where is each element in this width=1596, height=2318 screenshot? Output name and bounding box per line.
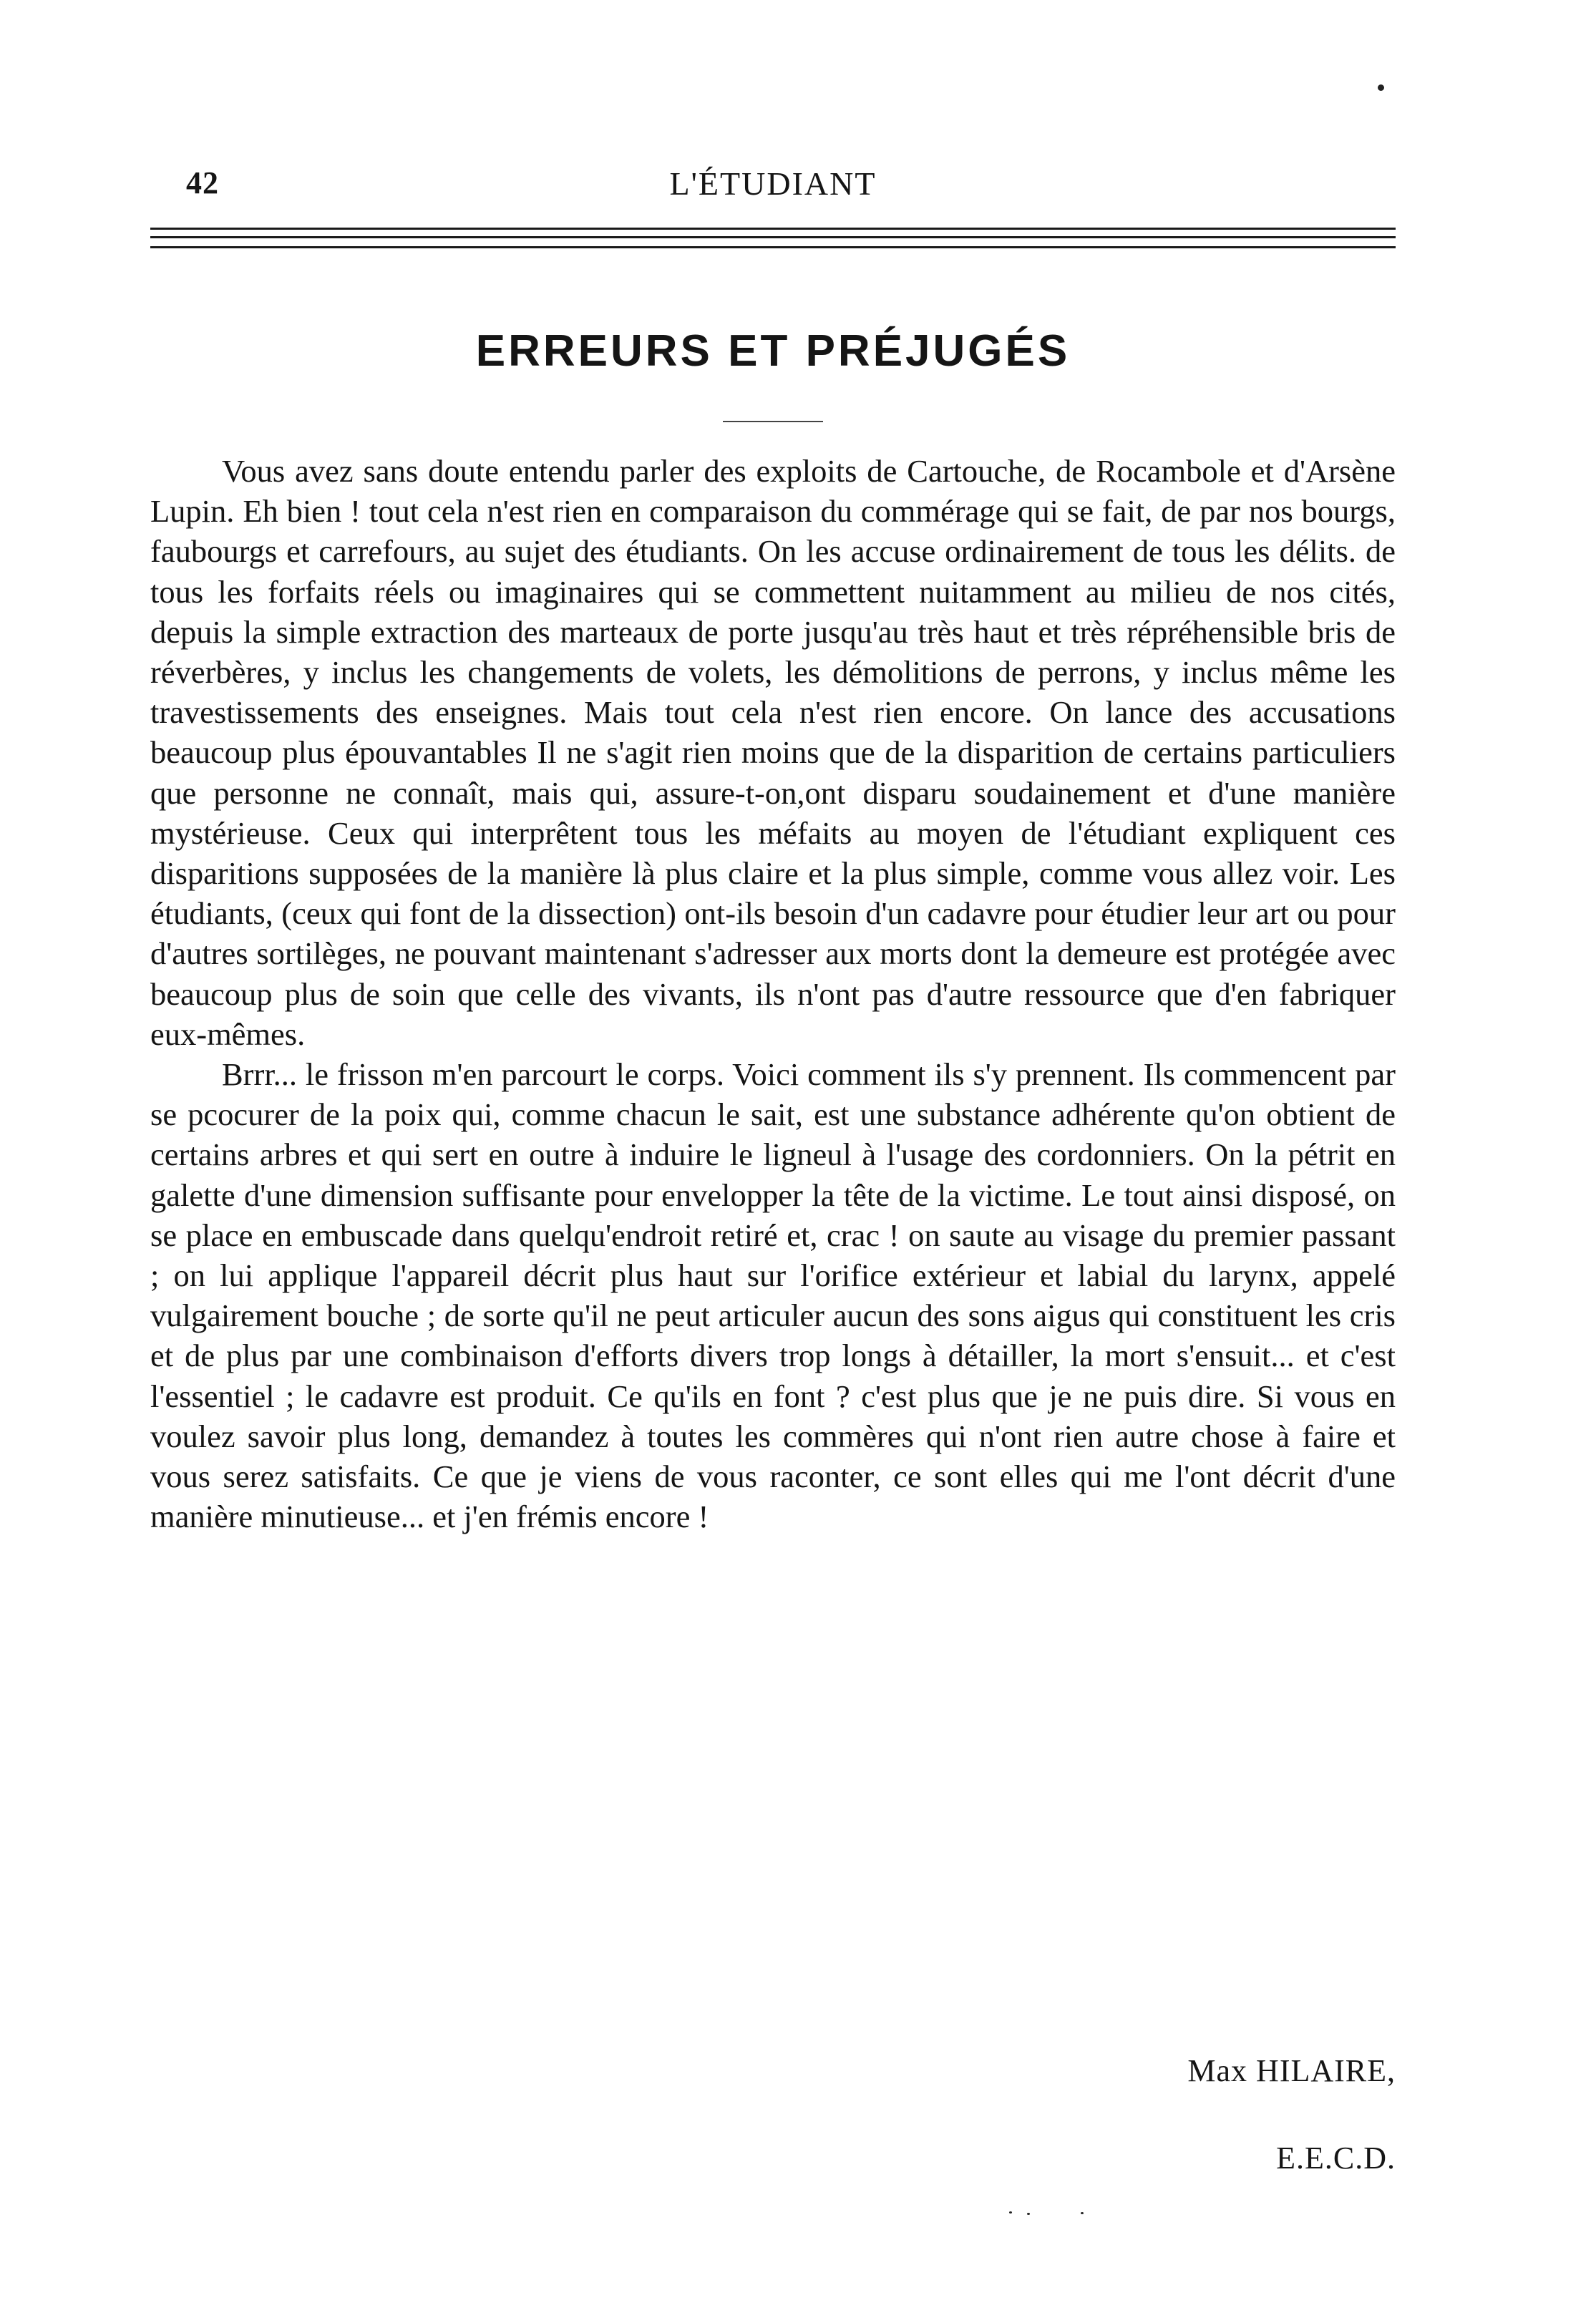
page-number: 42: [186, 165, 219, 200]
journal-title: L'ÉTUDIANT: [669, 165, 877, 202]
title-ornament-dash: [723, 421, 823, 422]
page-speck: [1378, 84, 1384, 91]
author-affiliation: E.E.C.D.: [1276, 2141, 1396, 2176]
author-signature: Max HILAIRE,: [1187, 2053, 1396, 2088]
page-speck: [1081, 2212, 1084, 2214]
article-paragraph: Vous avez sans doute entendu parler des exploits de Cartouche, de Rocambole et d'Arsène Lupin. Eh bien ! tout cela n'est rien en comparaison du commérage qui se fait, de par nos bourgs, faubourgs et carrefours, au sujet des étudiants. On les accuse ordinairement de tous les délits. de tous les forfaits réels ou imaginaires qui se commettent nuitamment au milieu de nos cités, depuis la simple extraction des marteaux de porte jusqu'au très haut et très répréhensible bris de réverbères, y inclus les changements de volets, les démolitions de perrons, y inclus même les travestissements des enseignes. Mais tout cela n'est rien encore. On lance des accusations beaucoup plus épouvantables Il ne s'agit rien moins que de la disparition de certains particuliers que personne ne connaît, mais qui, assure-t-on,ont disparu soudainement et d'une manière mystérieuse. Ceux qui interprêtent tous les méfaits au moyen de l'étudiant expliquent ces disparitions supposées de la manière là plus claire et la plus simple, comme vous allez voir. Les étudiants, (ceux qui font de la dissection) ont-ils besoin d'un cadavre pour étudier leur art ou pour d'autres sortilèges, ne pouvant maintenant s'adresser aux morts dont la demeure est protégée avec beaucoup plus de soin que celle des vivants, ils n'ont pas d'autre ressource que d'en fabriquer eux-mêmes.: [150, 453, 1396, 1052]
running-header: [150, 165, 1396, 215]
article-title: ERREURS ET PRÉJUGÉS: [475, 326, 1071, 376]
header-rule: [150, 246, 1396, 248]
header-rule: [150, 228, 1396, 230]
article-body: [150, 451, 1396, 1537]
header-rule: [150, 236, 1396, 238]
article-paragraph: Brrr... le frisson m'en parcourt le corps. Voici comment ils s'y prennent. Ils commencent par se pcocurer de la poix qui, comme chacun le sait, est une substance adhérente qu'on obtient de certains arbres et qui sert en outre à induire le ligneul à l'usage des cordonniers. On la pétrit en galette d'une dimension suffisante pour envelopper la tête de la victime. Le tout ainsi disposé, on se place en embuscade dans quelqu'endroit retiré et, crac ! on saute au visage du premier passant ; on lui applique l'appareil décrit plus haut sur l'orifice extérieur et labial du larynx, appelé vulgairement bouche ; de sorte qu'il ne peut articuler aucun des sons aigus qui constituent les cris et de plus par une combinaison d'efforts divers trop longs à détailler, la mort s'ensuit... et c'est l'essentiel ; le cadavre est produit. Ce qu'ils en font ? c'est plus que je ne puis dire. Si vous en voulez savoir plus long, demandez à toutes les commères qui n'ont rien autre chose à faire et vous serez satisfaits. Ce que je viens de vous raconter, ce sont elles qui me l'ont décrit d'une manière minutieuse... et j'en frémis encore !: [150, 1056, 1396, 1535]
document-page: [150, 0, 1396, 2318]
page-speck: [1009, 2211, 1012, 2214]
page-speck: [1027, 2213, 1030, 2215]
